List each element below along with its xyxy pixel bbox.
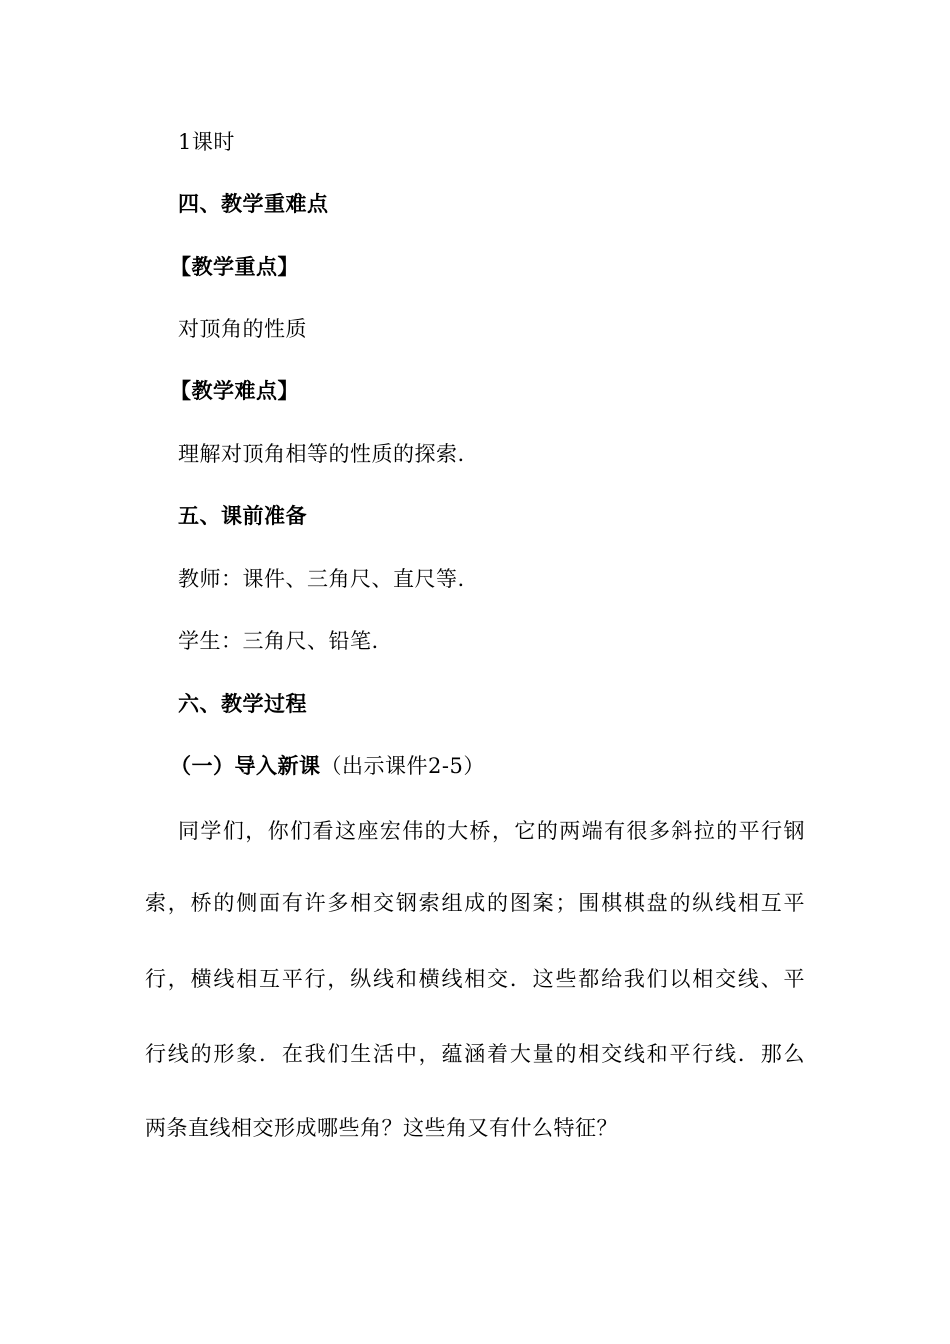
teacher-preparation: 教师：课件、三角尺、直尺等. bbox=[178, 567, 465, 591]
student-preparation: 学生：三角尺、铅笔. bbox=[178, 629, 379, 653]
lesson-hours: 1课时 bbox=[178, 130, 235, 154]
section-heading-key-difficult-points: 四、教学重难点 bbox=[178, 192, 329, 216]
difficulty-text: 理解对顶角相等的性质的探索. bbox=[178, 442, 465, 466]
difficulty-label: 【教学难点】 bbox=[170, 379, 299, 403]
paragraph-line: 行，横线相互平行，纵线和横线相交．这些都给我们以相交线、平 bbox=[145, 967, 805, 991]
sub-heading-introduction bbox=[170, 753, 485, 779]
paragraph-line: 索，桥的侧面有许多相交钢索组成的图案；围棋棋盘的纵线相互平 bbox=[145, 891, 805, 915]
sub-heading-note: （出示课件2-5） bbox=[320, 754, 485, 778]
section-heading-teaching-process: 六、教学过程 bbox=[178, 692, 307, 716]
paragraph-line: 行线的形象．在我们生活中，蕴涵着大量的相交线和平行线．那么 bbox=[145, 1042, 805, 1066]
sub-heading-title: （一）导入新课 bbox=[170, 754, 321, 778]
key-points-label: 【教学重点】 bbox=[170, 255, 299, 279]
section-heading-preparation: 五、课前准备 bbox=[178, 504, 307, 528]
paragraph-line: 同学们，你们看这座宏伟的大桥，它的两端有很多斜拉的平行钢 bbox=[178, 819, 805, 843]
paragraph-line: 两条直线相交形成哪些角？这些角又有什么特征？ bbox=[145, 1116, 618, 1140]
key-points-text: 对顶角的性质 bbox=[178, 317, 307, 341]
